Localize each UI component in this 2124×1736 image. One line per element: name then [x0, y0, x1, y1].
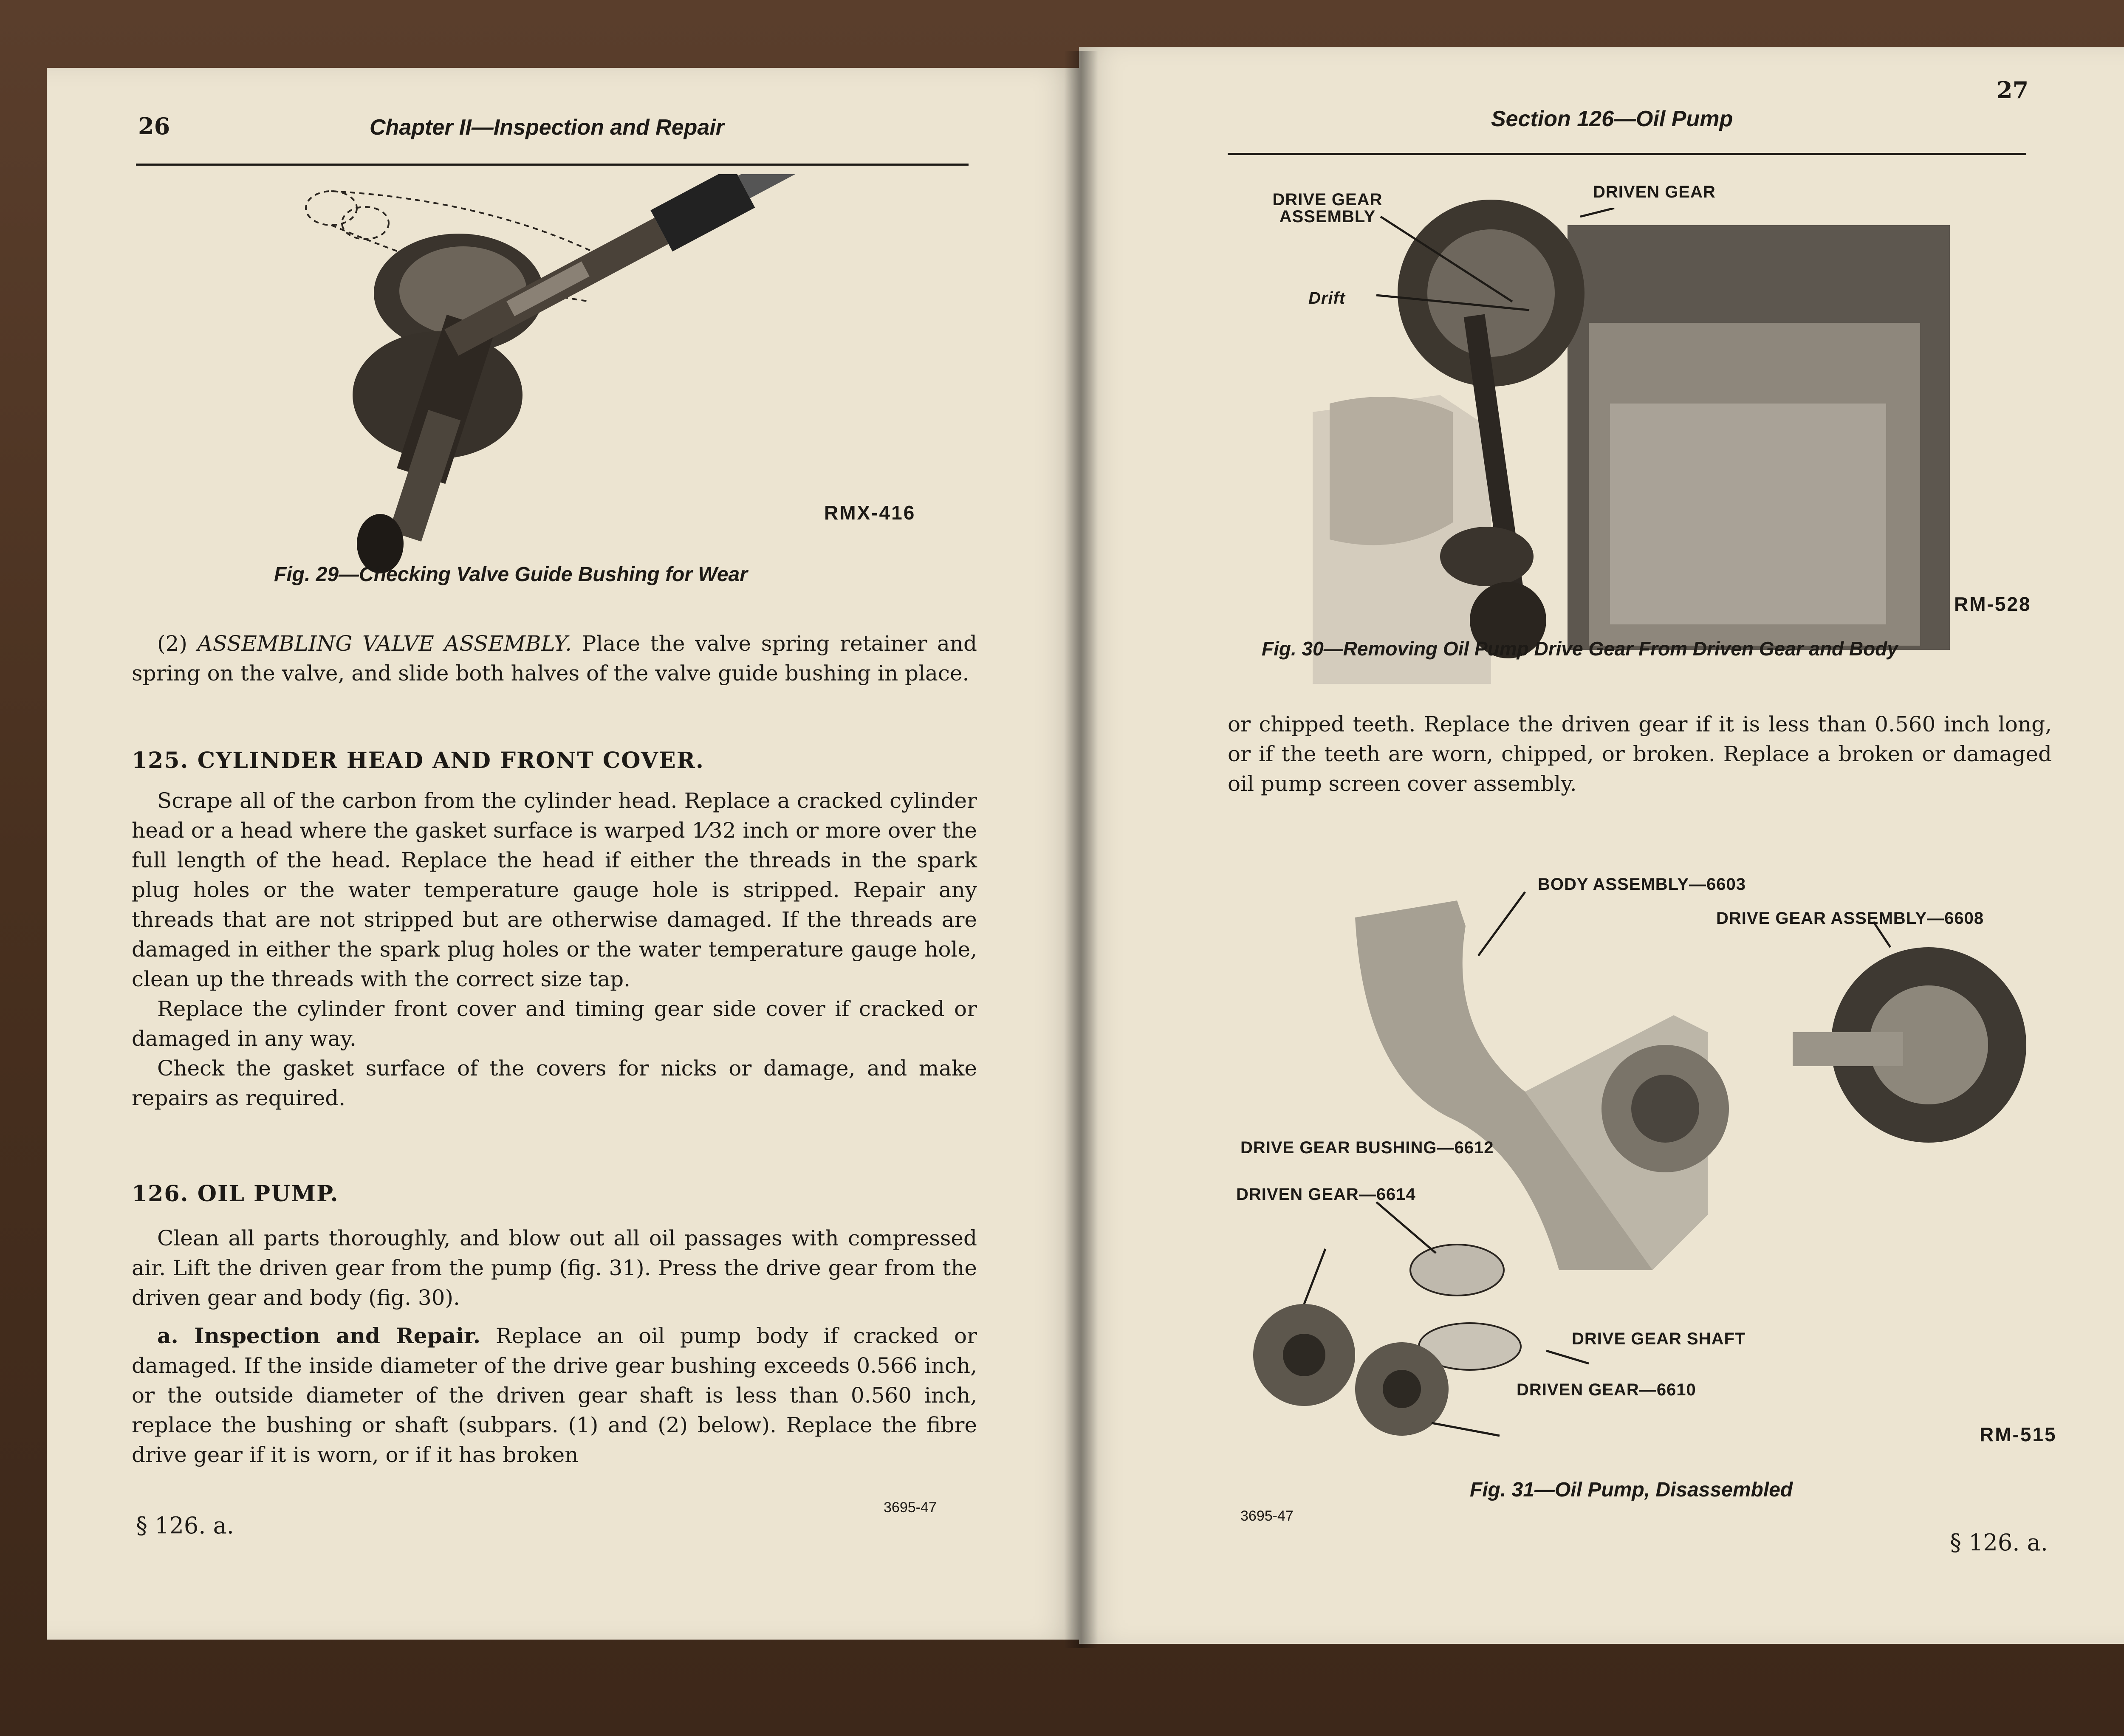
para-2-text: Place the valve spring retainer and spring on the valve, and slide both halves of the valve guide bushing in place.: [132, 631, 977, 686]
page-number: 27: [1997, 76, 2029, 104]
para-2-title: ASSEMBLING VALVE ASSEMBLY.: [197, 631, 572, 656]
header-rule: [1228, 153, 2026, 155]
fig31-label-drive-gear-shaft: DRIVE GEAR SHAFT: [1572, 1330, 1746, 1348]
fig30-caption: Fig. 30—Removing Oil Pump Drive Gear From Driven Gear and Body: [1262, 638, 1898, 660]
para-2-label: (2): [157, 631, 187, 656]
fig31-label-body-assembly: BODY ASSEMBLY—6603: [1538, 875, 1746, 894]
fig30-label-drive-gear-assembly: DRIVE GEAR ASSEMBLY: [1272, 190, 1383, 226]
section-mark: § 126. a.: [136, 1512, 234, 1539]
para-125-3: Check the gasket surface of the covers for nicks or damage, and make repairs as required.: [132, 1056, 977, 1110]
left-page: [47, 68, 1079, 1640]
print-code: 3695-47: [884, 1499, 937, 1516]
para-125-1: Scrape all of the carbon from the cylinder head. Replace a cracked cylinder head or a head where the gasket surface is warped 1⁄32 inch or more over the full length of the head. Replace the head if either the threads in the spark plug holes or the water temperature gauge hole is stripped. Repair any threads that are not stripped but are otherwise damaged. If the threads are damaged in either the spark plug holes or the water temperature gauge hole, clean up the threads with the correct size tap.: [132, 788, 977, 991]
fig30-label-driven-gear: DRIVEN GEAR: [1593, 183, 1716, 201]
para-126-1: Clean all parts thoroughly, and blow out all oil passages with compressed air. Lift the driven gear from the pump (fig. 31). Press the drive gear from the driven gear and body (fig. 30).: [132, 1226, 977, 1310]
heading-126: 126. OIL PUMP.: [132, 1181, 339, 1207]
header-rule: [136, 164, 969, 166]
para-126a-title: a. Inspection and Repair.: [157, 1323, 481, 1348]
section-mark: § 126. a.: [1950, 1529, 2048, 1556]
para-2: [132, 629, 977, 688]
running-head: Section 126—Oil Pump: [1491, 107, 1733, 131]
page-number: 26: [138, 113, 170, 140]
fig29-code: RMX-416: [824, 502, 916, 524]
right-page: [1079, 47, 2124, 1644]
fig31-code: RM-515: [1980, 1423, 2057, 1445]
micrometer-illustration: [268, 174, 862, 599]
heading-125: 125. CYLINDER HEAD AND FRONT COVER.: [132, 748, 704, 773]
para-125-2: Replace the cylinder front cover and timing gear side cover if cracked or damaged in any way.: [132, 996, 977, 1051]
para-126a-text: Replace an oil pump body if cracked or damaged. If the inside diameter of the drive gear bushing exceeds 0.566 inch, or the outside diameter of the driven gear shaft is less than 0.560 inch, replace the bushing or shaft (subpars. (1) and (2) below). Replace the fibre drive gear if it is worn, or if it has broken: [132, 1324, 977, 1467]
fig29-caption: Fig. 29—Checking Valve Guide Bushing for Wear: [274, 563, 748, 586]
running-head: Chapter II—Inspection and Repair: [370, 115, 725, 140]
section-125-body: [132, 786, 977, 1113]
book-gutter: [1064, 51, 1098, 1648]
section-126-body: [132, 1223, 977, 1470]
print-code: 3695-47: [1240, 1508, 1294, 1524]
fig31-label-drive-gear-assembly: DRIVE GEAR ASSEMBLY—6608: [1716, 909, 1984, 928]
continued-text: or chipped teeth. Replace the driven gear if it is less than 0.560 inch long, or if the teeth are worn, chipped, or broken. Replace a broken or damaged oil pump screen cover assembly.: [1228, 712, 2052, 796]
fig31-label-drive-gear-bushing: DRIVE GEAR BUSHING—6612: [1240, 1138, 1494, 1157]
fig30-leader-lines: [1376, 208, 1631, 378]
fig30-label-drift: Drift: [1308, 289, 1346, 308]
fig31-label-driven-gear-6610: DRIVEN GEAR—6610: [1517, 1380, 1696, 1399]
fig30-code: RM-528: [1954, 593, 2031, 615]
fig31-caption: Fig. 31—Oil Pump, Disassembled: [1470, 1479, 1793, 1501]
fig31-label-driven-gear-6614: DRIVEN GEAR—6614: [1236, 1185, 1416, 1204]
